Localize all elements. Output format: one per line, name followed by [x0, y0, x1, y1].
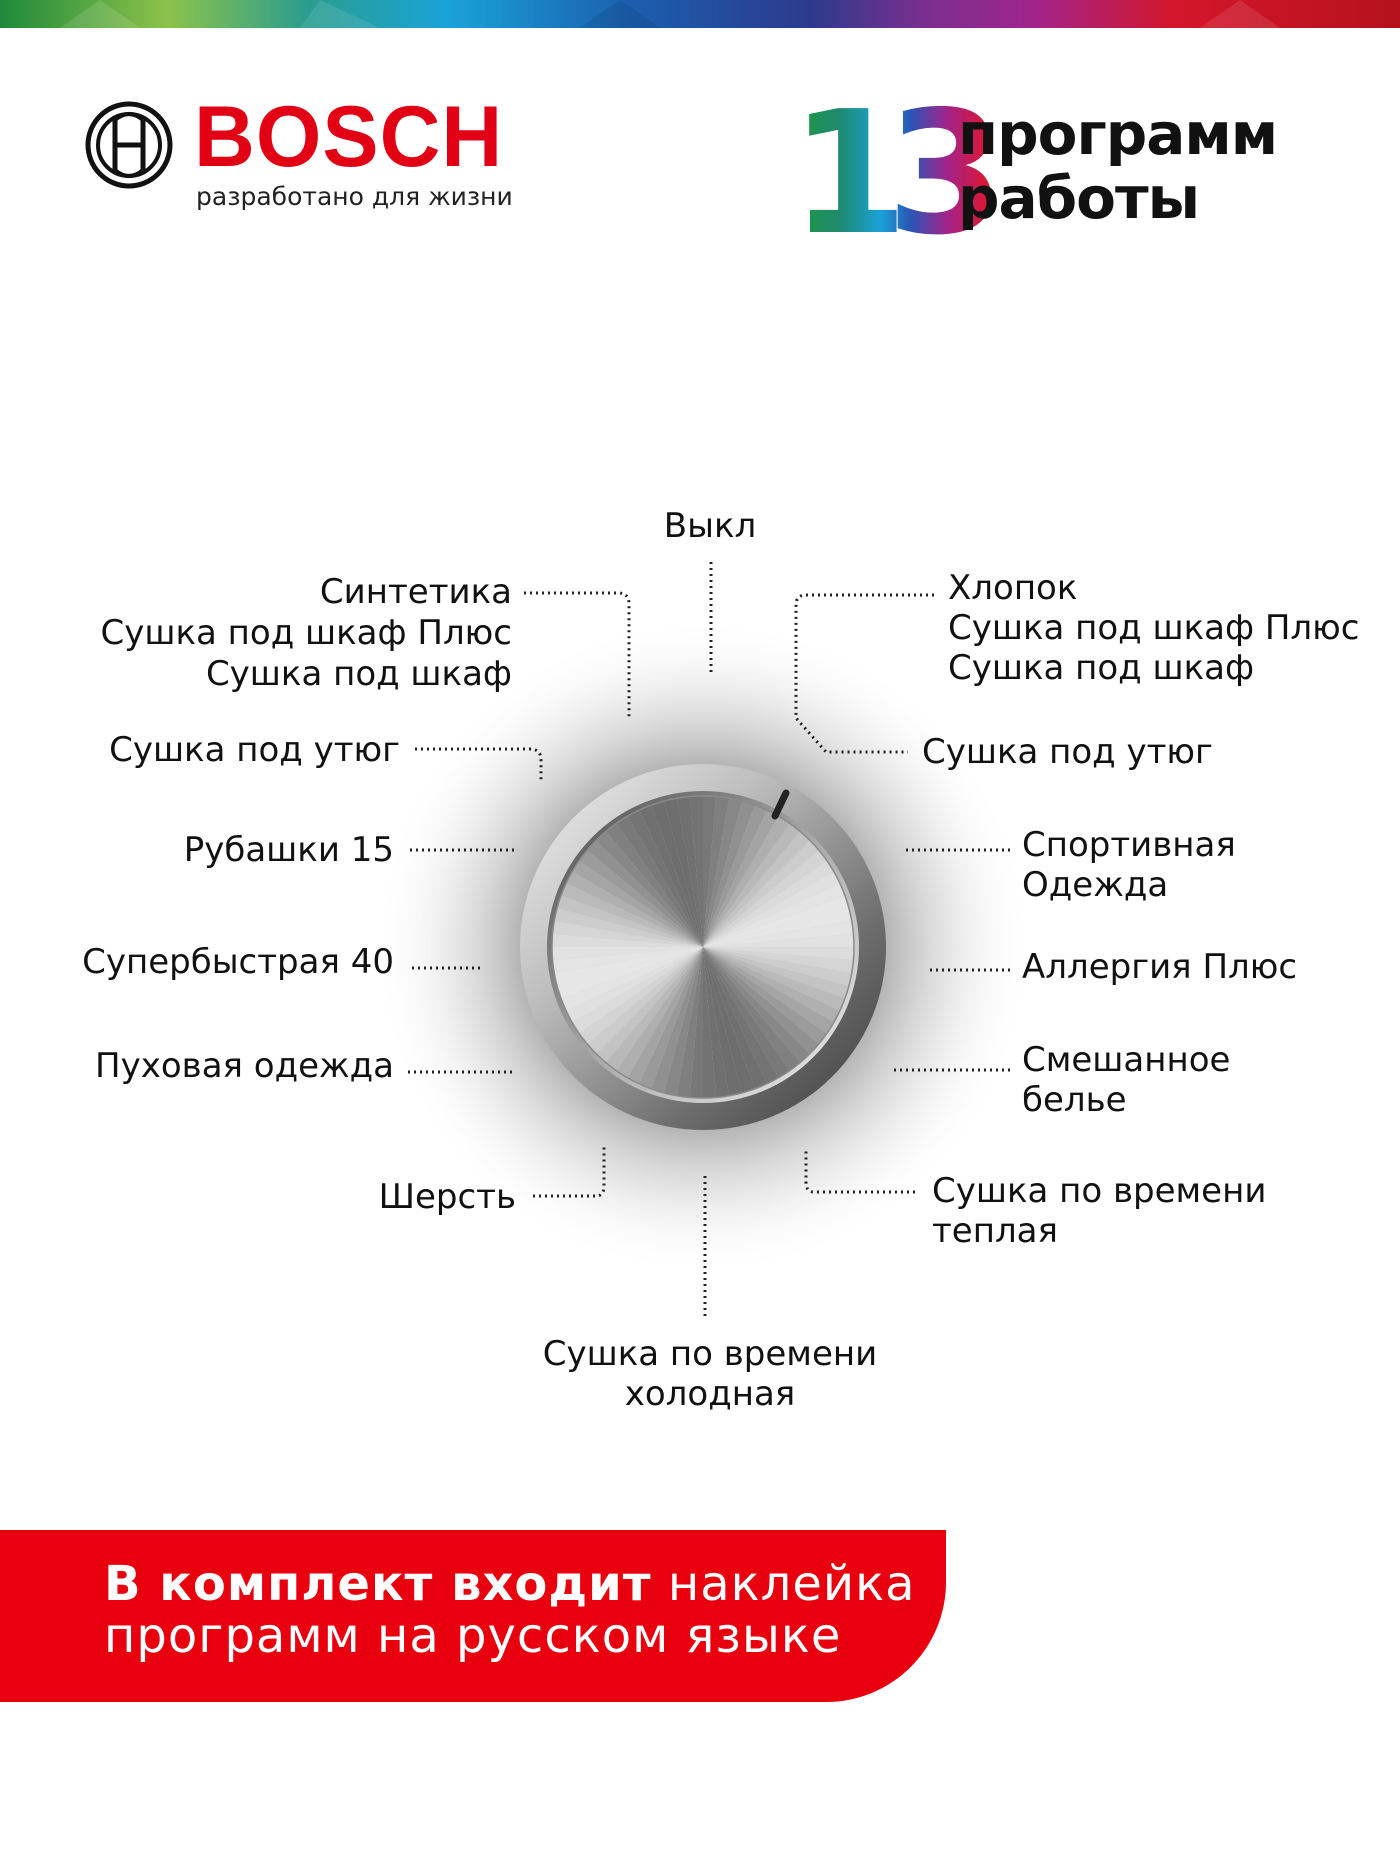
program-dial-diagram	[0, 480, 1400, 1440]
dial-face	[552, 796, 854, 1098]
program-label-left-6: Шерсть	[378, 1177, 516, 1217]
brand-name: BOSCH	[194, 89, 504, 185]
footer-bold-part: В комплект входит	[104, 1556, 652, 1612]
programs-count-number	[790, 75, 983, 273]
programs-caption-line1: программ	[958, 100, 1278, 168]
program-label-bottom: Сушка по времени холодная	[542, 1334, 878, 1414]
programs-caption	[958, 102, 1277, 230]
program-label-left-3: Рубашки 15	[183, 830, 394, 870]
footer-regular-part: наклейка	[667, 1556, 916, 1612]
top-color-stripe	[0, 0, 1400, 28]
program-label-right-3: Спортивная Одежда	[1022, 825, 1236, 905]
program-label-right-4: Аллергия Плюс	[1022, 947, 1298, 987]
program-label-left-2: Сушка под утюг	[109, 730, 400, 770]
footer-line2: программ на русском языке	[104, 1608, 842, 1664]
bosch-logo	[84, 89, 524, 230]
brand-tagline: разработано для жизни	[196, 182, 513, 211]
program-label-right-6: Сушка по времени теплая	[932, 1171, 1267, 1251]
program-label-left-1: Синтетика Сушка под шкаф Плюс Сушка под шкаф	[100, 572, 512, 694]
bosch-armature-icon	[84, 100, 174, 190]
program-label-right-1: Хлопок Сушка под шкаф Плюс Сушка под шкаф	[948, 568, 1360, 688]
programs-caption-line2: работы	[958, 164, 1200, 232]
program-label-left-5: Пуховая одежда	[95, 1046, 394, 1086]
program-label-right-5: Смешанное белье	[1022, 1040, 1231, 1120]
programs-count-badge	[790, 75, 1350, 273]
programs-count-text: 13	[790, 75, 983, 273]
program-label-right-2: Сушка под утюг	[922, 732, 1213, 772]
program-label-off-text: Выкл	[663, 506, 757, 546]
program-label-off	[600, 506, 820, 546]
program-label-left-4: Супербыстрая 40	[82, 942, 394, 982]
footer-line1	[104, 1558, 915, 1610]
footer-text	[104, 1558, 915, 1662]
